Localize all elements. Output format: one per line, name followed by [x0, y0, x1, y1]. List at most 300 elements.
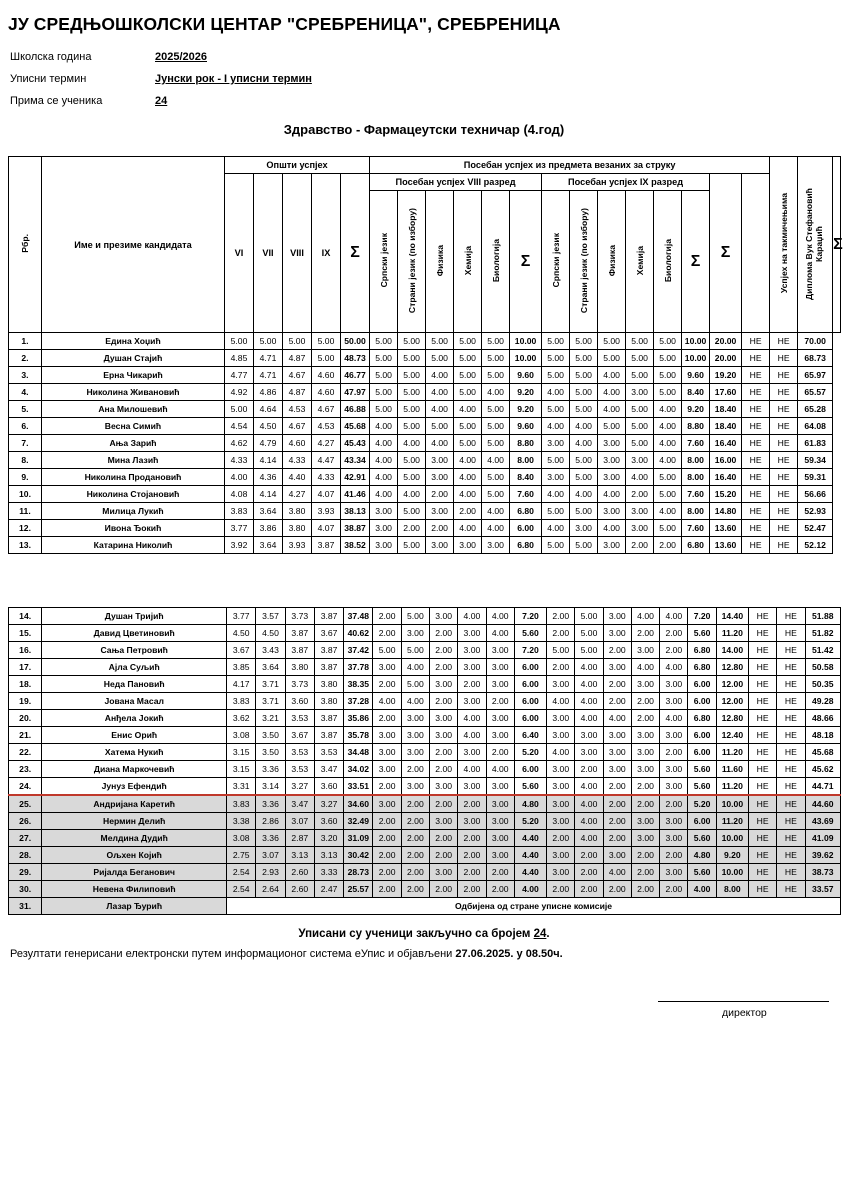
signature-label: директор	[722, 1007, 767, 1019]
cell-9-sum: 5.20	[688, 795, 716, 813]
table-row	[9, 744, 841, 761]
cell-general-sum: 30.42	[344, 847, 373, 864]
cell-8-chemistry: 2.00	[458, 847, 486, 864]
cell-vii: 3.36	[256, 830, 285, 847]
cell-9-physics: 2.00	[603, 830, 631, 847]
cell-total: 51.42	[805, 642, 840, 659]
cell-ix: 3.13	[314, 847, 343, 864]
cell-diploma: НЕ	[770, 520, 798, 537]
cell-diploma: НЕ	[777, 693, 805, 710]
cell-9-physics: 3.00	[598, 537, 626, 554]
cell-general-sum: 33.51	[344, 778, 373, 796]
cell-viii: 2.87	[285, 830, 314, 847]
cell-name: Ољхен Којић	[42, 847, 227, 864]
cell-8-biology: 5.00	[482, 435, 510, 452]
cell-diploma: НЕ	[777, 830, 805, 847]
table-row	[9, 367, 841, 384]
cell-total: 59.31	[798, 469, 833, 486]
cell-total: 39.62	[805, 847, 840, 864]
cell-ix: 3.27	[314, 795, 343, 813]
cell-total: 52.47	[798, 520, 833, 537]
cell-rbr: 20.	[9, 710, 42, 727]
cell-8-physics: 3.00	[430, 608, 458, 625]
table-row	[9, 813, 841, 830]
cell-viii: 4.67	[283, 418, 312, 435]
cell-8-physics: 2.00	[430, 744, 458, 761]
col-9-serbian: Српски језик	[542, 191, 570, 333]
cell-8-chemistry: 4.00	[458, 727, 486, 744]
cell-9-biology: 3.00	[660, 778, 688, 796]
cell-special-sum: 16.40	[710, 435, 742, 452]
cell-9-chemistry: 5.00	[626, 350, 654, 367]
cell-9-serbian: 2.00	[547, 625, 575, 642]
cell-8-serbian: 4.00	[370, 452, 398, 469]
cell-general-sum: 34.48	[344, 744, 373, 761]
cell-8-biology: 4.00	[482, 520, 510, 537]
cell-special-sum: 11.20	[716, 744, 748, 761]
cell-8-biology: 2.00	[486, 744, 514, 761]
cell-8-sum: 4.40	[514, 847, 546, 864]
cell-8-sum: 5.20	[514, 813, 546, 830]
cell-8-physics: 4.00	[426, 401, 454, 418]
cell-8-chemistry: 3.00	[458, 778, 486, 796]
cell-9-biology: 4.00	[660, 710, 688, 727]
cell-total: 56.66	[798, 486, 833, 503]
term-line	[10, 73, 312, 85]
cell-9-foreign: 4.00	[575, 813, 603, 830]
cell-rbr: 26.	[9, 813, 42, 830]
cell-9-physics: 5.00	[598, 418, 626, 435]
cell-ix: 3.87	[314, 642, 343, 659]
cell-8-sum: 10.00	[510, 333, 542, 350]
cell-total: 61.83	[798, 435, 833, 452]
cell-9-serbian: 3.00	[547, 847, 575, 864]
cell-8-physics: 2.00	[426, 486, 454, 503]
col-name: Име и презиме кандидата	[42, 157, 225, 333]
table-row	[9, 881, 841, 898]
cell-9-physics: 3.00	[603, 608, 631, 625]
cell-diploma: НЕ	[770, 452, 798, 469]
cell-diploma: НЕ	[770, 537, 798, 554]
cell-viii: 3.67	[285, 727, 314, 744]
cell-8-chemistry: 5.00	[454, 384, 482, 401]
cell-general-sum: 34.02	[344, 761, 373, 778]
cell-vii: 4.64	[254, 401, 283, 418]
cell-8-foreign: 3.00	[401, 710, 429, 727]
cell-viii: 3.80	[283, 503, 312, 520]
cell-competitions: НЕ	[749, 727, 777, 744]
cell-vii: 3.21	[256, 710, 285, 727]
cell-viii: 4.53	[283, 401, 312, 418]
cell-vii: 3.64	[254, 537, 283, 554]
cell-vi: 3.67	[227, 642, 256, 659]
cell-8-chemistry: 4.00	[454, 401, 482, 418]
cell-name: Енис Орић	[42, 727, 227, 744]
cell-rbr: 24.	[9, 778, 42, 796]
cell-9-serbian: 3.00	[547, 813, 575, 830]
term-value: Јунски рок - I уписни термин	[155, 73, 312, 85]
cell-9-biology: 2.00	[660, 881, 688, 898]
cell-vi: 3.62	[227, 710, 256, 727]
cell-name: Весна Симић	[42, 418, 225, 435]
cell-8-serbian: 4.00	[370, 469, 398, 486]
col-ix: IX	[312, 174, 341, 333]
cell-special-sum: 9.20	[716, 847, 748, 864]
cell-9-physics: 4.00	[598, 367, 626, 384]
cell-viii: 4.60	[283, 435, 312, 452]
cell-8-biology: 2.00	[486, 864, 514, 881]
cell-9-chemistry: 2.00	[631, 795, 659, 813]
cell-8-foreign: 5.00	[398, 418, 426, 435]
col-general: Општи успјех	[225, 157, 370, 174]
cell-viii: 3.73	[285, 608, 314, 625]
cell-9-chemistry: 4.00	[631, 659, 659, 676]
cell-8-sum: 6.40	[514, 727, 546, 744]
cell-8-serbian: 4.00	[370, 418, 398, 435]
table-row	[9, 418, 841, 435]
cell-name: Андријана Каретић	[42, 795, 227, 813]
cell-9-sum: 8.80	[682, 418, 710, 435]
table-row	[9, 830, 841, 847]
cell-rbr: 22.	[9, 744, 42, 761]
cell-special-sum: 12.00	[716, 676, 748, 693]
cell-9-serbian: 3.00	[542, 435, 570, 452]
cell-8-sum: 10.00	[510, 350, 542, 367]
cell-8-sum: 5.60	[514, 625, 546, 642]
cell-9-sum: 4.00	[688, 881, 716, 898]
cell-8-chemistry: 2.00	[458, 864, 486, 881]
cell-9-chemistry: 5.00	[626, 418, 654, 435]
cell-9-foreign: 3.00	[575, 744, 603, 761]
cell-8-serbian: 2.00	[373, 864, 401, 881]
cell-rbr: 11.	[9, 503, 42, 520]
cell-ix: 4.47	[312, 452, 341, 469]
cell-rbr: 9.	[9, 469, 42, 486]
cell-9-biology: 5.00	[654, 520, 682, 537]
cell-competitions: НЕ	[742, 367, 770, 384]
cell-8-physics: 2.00	[430, 761, 458, 778]
cell-9-foreign: 3.00	[575, 727, 603, 744]
cell-rbr: 3.	[9, 367, 42, 384]
cell-8-foreign: 5.00	[398, 401, 426, 418]
col-diploma: Диплома Вук Стефановић Караџић	[798, 157, 833, 333]
cell-9-biology: 2.00	[660, 642, 688, 659]
cell-9-chemistry: 3.00	[631, 830, 659, 847]
cell-rbr: 13.	[9, 537, 42, 554]
cell-8-sum: 6.00	[514, 676, 546, 693]
cell-name: Ивона Ђокић	[42, 520, 225, 537]
cell-9-serbian: 5.00	[542, 350, 570, 367]
cell-9-sum: 5.60	[688, 778, 716, 796]
cell-total: 43.69	[805, 813, 840, 830]
cell-8-biology: 5.00	[482, 469, 510, 486]
cell-vi: 4.92	[225, 384, 254, 401]
cell-8-chemistry: 4.00	[458, 608, 486, 625]
col-8-physics: Физика	[426, 191, 454, 333]
cell-9-sum: 6.00	[688, 693, 716, 710]
col-8-serbian: Српски језик	[370, 191, 398, 333]
cell-rbr: 23.	[9, 761, 42, 778]
cell-total: 41.09	[805, 830, 840, 847]
cell-8-foreign: 3.00	[401, 727, 429, 744]
cell-rbr: 7.	[9, 435, 42, 452]
cell-vi: 3.83	[227, 795, 256, 813]
cell-vii: 4.14	[254, 452, 283, 469]
cell-9-serbian: 3.00	[547, 761, 575, 778]
cell-8-physics: 3.00	[430, 778, 458, 796]
cell-9-foreign: 4.00	[575, 659, 603, 676]
cell-8-biology: 3.00	[486, 847, 514, 864]
cell-9-serbian: 4.00	[542, 384, 570, 401]
cell-8-serbian: 2.00	[373, 847, 401, 864]
cell-8-sum: 7.20	[514, 608, 546, 625]
cell-vii: 3.07	[256, 847, 285, 864]
cell-total: 65.97	[798, 367, 833, 384]
cell-competitions: НЕ	[749, 625, 777, 642]
cell-total: 33.57	[805, 881, 840, 898]
cell-ix: 5.00	[312, 333, 341, 350]
cell-vi: 4.33	[225, 452, 254, 469]
cell-vi: 3.15	[227, 761, 256, 778]
cell-8-serbian: 2.00	[373, 778, 401, 796]
cell-9-serbian: 4.00	[542, 486, 570, 503]
cell-vii: 5.00	[254, 333, 283, 350]
cell-8-serbian: 3.00	[373, 761, 401, 778]
cell-8-biology: 5.00	[482, 367, 510, 384]
cell-9-serbian: 3.00	[547, 727, 575, 744]
cell-9-physics: 4.00	[598, 384, 626, 401]
cell-9-biology: 4.00	[654, 418, 682, 435]
cell-name: Ерна Чикарић	[42, 367, 225, 384]
cell-general-sum: 42.91	[341, 469, 370, 486]
cell-rbr: 21.	[9, 727, 42, 744]
cell-9-chemistry: 2.00	[631, 710, 659, 727]
table-row	[9, 452, 841, 469]
cell-8-sum: 8.00	[510, 452, 542, 469]
cell-8-physics: 5.00	[426, 350, 454, 367]
capacity-line	[10, 95, 167, 107]
cell-8-foreign: 5.00	[398, 452, 426, 469]
cell-8-sum: 6.00	[514, 710, 546, 727]
table-row	[9, 350, 841, 367]
cell-9-biology: 4.00	[654, 435, 682, 452]
table-row	[9, 847, 841, 864]
cell-name: Ана Милошевић	[42, 401, 225, 418]
cell-diploma: НЕ	[770, 486, 798, 503]
cell-8-chemistry: 2.00	[458, 676, 486, 693]
cell-9-serbian: 2.00	[547, 659, 575, 676]
cell-8-biology: 3.00	[486, 778, 514, 796]
cell-9-serbian: 5.00	[542, 401, 570, 418]
cell-8-serbian: 5.00	[370, 401, 398, 418]
cell-9-biology: 5.00	[654, 469, 682, 486]
cell-rbr: 19.	[9, 693, 42, 710]
col-special9: Посебан успјех IX разред	[542, 174, 710, 191]
cell-8-physics: 3.00	[430, 813, 458, 830]
cell-9-chemistry: 3.00	[626, 520, 654, 537]
cell-viii: 4.27	[283, 486, 312, 503]
cell-ix: 4.07	[312, 520, 341, 537]
cell-rbr: 8.	[9, 452, 42, 469]
cell-total: 48.66	[805, 710, 840, 727]
cell-8-biology: 4.00	[486, 608, 514, 625]
cell-8-serbian: 3.00	[373, 727, 401, 744]
cell-general-sum: 47.97	[341, 384, 370, 401]
cell-ix: 3.93	[312, 503, 341, 520]
cell-8-biology: 2.00	[486, 693, 514, 710]
cell-vi: 4.50	[227, 625, 256, 642]
signature-line	[658, 1001, 829, 1002]
table-row	[9, 761, 841, 778]
cell-vi: 2.75	[227, 847, 256, 864]
cell-8-biology: 3.00	[486, 830, 514, 847]
cell-8-biology: 5.00	[482, 350, 510, 367]
cell-diploma: НЕ	[777, 710, 805, 727]
cell-8-serbian: 5.00	[370, 384, 398, 401]
cell-8-foreign: 2.00	[401, 864, 429, 881]
cell-8-biology: 5.00	[482, 418, 510, 435]
col-9-sum: Σ	[682, 191, 710, 333]
cell-vi: 4.08	[225, 486, 254, 503]
cell-diploma: НЕ	[777, 744, 805, 761]
cell-9-biology: 2.00	[660, 744, 688, 761]
cell-9-sum: 5.60	[688, 625, 716, 642]
cell-total: 59.34	[798, 452, 833, 469]
cell-8-biology: 3.00	[486, 676, 514, 693]
cell-8-physics: 2.00	[430, 847, 458, 864]
cell-viii: 3.53	[285, 744, 314, 761]
table-row	[9, 333, 841, 350]
cell-special-sum: 10.00	[716, 795, 748, 813]
cell-diploma: НЕ	[777, 642, 805, 659]
cell-special-sum: 18.40	[710, 418, 742, 435]
cell-ix: 3.47	[314, 761, 343, 778]
cell-vi: 2.54	[227, 881, 256, 898]
cell-vii: 3.36	[256, 761, 285, 778]
cell-name: Диана Маркочевић	[42, 761, 227, 778]
cell-general-sum: 45.43	[341, 435, 370, 452]
cell-9-chemistry: 4.00	[631, 608, 659, 625]
cell-8-foreign: 5.00	[398, 350, 426, 367]
cell-8-physics: 5.00	[426, 418, 454, 435]
cell-8-chemistry: 4.00	[454, 469, 482, 486]
cell-8-physics: 2.00	[430, 693, 458, 710]
cell-total: 44.60	[805, 795, 840, 813]
cell-8-physics: 2.00	[430, 659, 458, 676]
cell-8-serbian: 3.00	[373, 795, 401, 813]
cell-diploma: НЕ	[770, 367, 798, 384]
cell-9-foreign: 4.00	[575, 778, 603, 796]
cell-8-foreign: 2.00	[398, 520, 426, 537]
cell-special-sum: 12.00	[716, 693, 748, 710]
cell-name: Сања Петровић	[42, 642, 227, 659]
cell-special-sum: 12.80	[716, 659, 748, 676]
cell-ix: 4.60	[312, 367, 341, 384]
cell-rbr: 29.	[9, 864, 42, 881]
cell-9-sum: 4.80	[688, 847, 716, 864]
cell-competitions: НЕ	[742, 418, 770, 435]
cell-9-physics: 3.00	[598, 452, 626, 469]
cell-general-sum: 28.73	[344, 864, 373, 881]
cell-ix: 4.33	[312, 469, 341, 486]
cell-general-sum: 37.42	[344, 642, 373, 659]
cell-8-chemistry: 3.00	[454, 537, 482, 554]
cell-ix: 3.87	[314, 659, 343, 676]
col-9-physics: Физика	[598, 191, 626, 333]
cell-competitions: НЕ	[749, 830, 777, 847]
cell-9-serbian: 3.00	[547, 795, 575, 813]
cell-viii: 3.07	[285, 813, 314, 830]
cell-8-biology: 4.00	[486, 761, 514, 778]
cell-8-chemistry: 4.00	[458, 761, 486, 778]
cell-8-biology: 5.00	[482, 486, 510, 503]
cell-special-sum: 11.20	[716, 625, 748, 642]
cell-8-foreign: 5.00	[398, 384, 426, 401]
cell-9-chemistry: 3.00	[631, 744, 659, 761]
cell-vi: 3.38	[227, 813, 256, 830]
cell-viii: 3.53	[285, 761, 314, 778]
cell-9-serbian: 2.00	[547, 830, 575, 847]
cell-special-sum: 10.00	[716, 830, 748, 847]
cell-8-serbian: 5.00	[370, 333, 398, 350]
cell-8-chemistry: 5.00	[454, 367, 482, 384]
cell-9-biology: 3.00	[660, 761, 688, 778]
cell-viii: 3.53	[285, 710, 314, 727]
cell-total: 50.58	[805, 659, 840, 676]
cell-8-serbian: 5.00	[373, 642, 401, 659]
cell-9-foreign: 4.00	[575, 795, 603, 813]
cell-8-chemistry: 4.00	[454, 486, 482, 503]
cell-9-chemistry: 2.00	[626, 486, 654, 503]
cell-8-biology: 5.00	[482, 401, 510, 418]
cell-ix: 4.60	[312, 384, 341, 401]
cell-total: 68.73	[798, 350, 833, 367]
cell-9-sum: 5.60	[688, 864, 716, 881]
cell-ix: 3.33	[314, 864, 343, 881]
cell-rbr: 12.	[9, 520, 42, 537]
cell-rbr: 30.	[9, 881, 42, 898]
cell-8-foreign: 4.00	[401, 693, 429, 710]
cell-9-physics: 3.00	[598, 503, 626, 520]
cell-diploma: НЕ	[777, 881, 805, 898]
cell-8-biology: 4.00	[482, 452, 510, 469]
cell-9-biology: 3.00	[660, 813, 688, 830]
cell-name: Ријалда Беганович	[42, 864, 227, 881]
cell-ix: 3.87	[312, 537, 341, 554]
cell-name: Неда Пановић	[42, 676, 227, 693]
enrolled-text: Уписани су ученици закључно са бројем	[298, 928, 531, 940]
cell-vii: 3.50	[256, 727, 285, 744]
cell-competitions: НЕ	[742, 469, 770, 486]
cell-9-physics: 2.00	[603, 778, 631, 796]
cell-vi: 3.08	[227, 727, 256, 744]
cell-8-physics: 2.00	[430, 795, 458, 813]
cell-9-chemistry: 3.00	[631, 813, 659, 830]
cell-9-sum: 6.80	[688, 659, 716, 676]
results-table-part1	[8, 156, 841, 554]
cell-name: Ајла Суљић	[42, 659, 227, 676]
cell-diploma: НЕ	[777, 608, 805, 625]
cell-total: 70.00	[798, 333, 833, 350]
cell-diploma: НЕ	[770, 435, 798, 452]
cell-ix: 5.00	[312, 350, 341, 367]
cell-total: 65.28	[798, 401, 833, 418]
cell-9-biology: 4.00	[660, 659, 688, 676]
cell-viii: 2.60	[285, 864, 314, 881]
col-vi: VI	[225, 174, 254, 333]
cell-9-sum: 9.60	[682, 367, 710, 384]
cell-9-sum: 7.60	[682, 520, 710, 537]
